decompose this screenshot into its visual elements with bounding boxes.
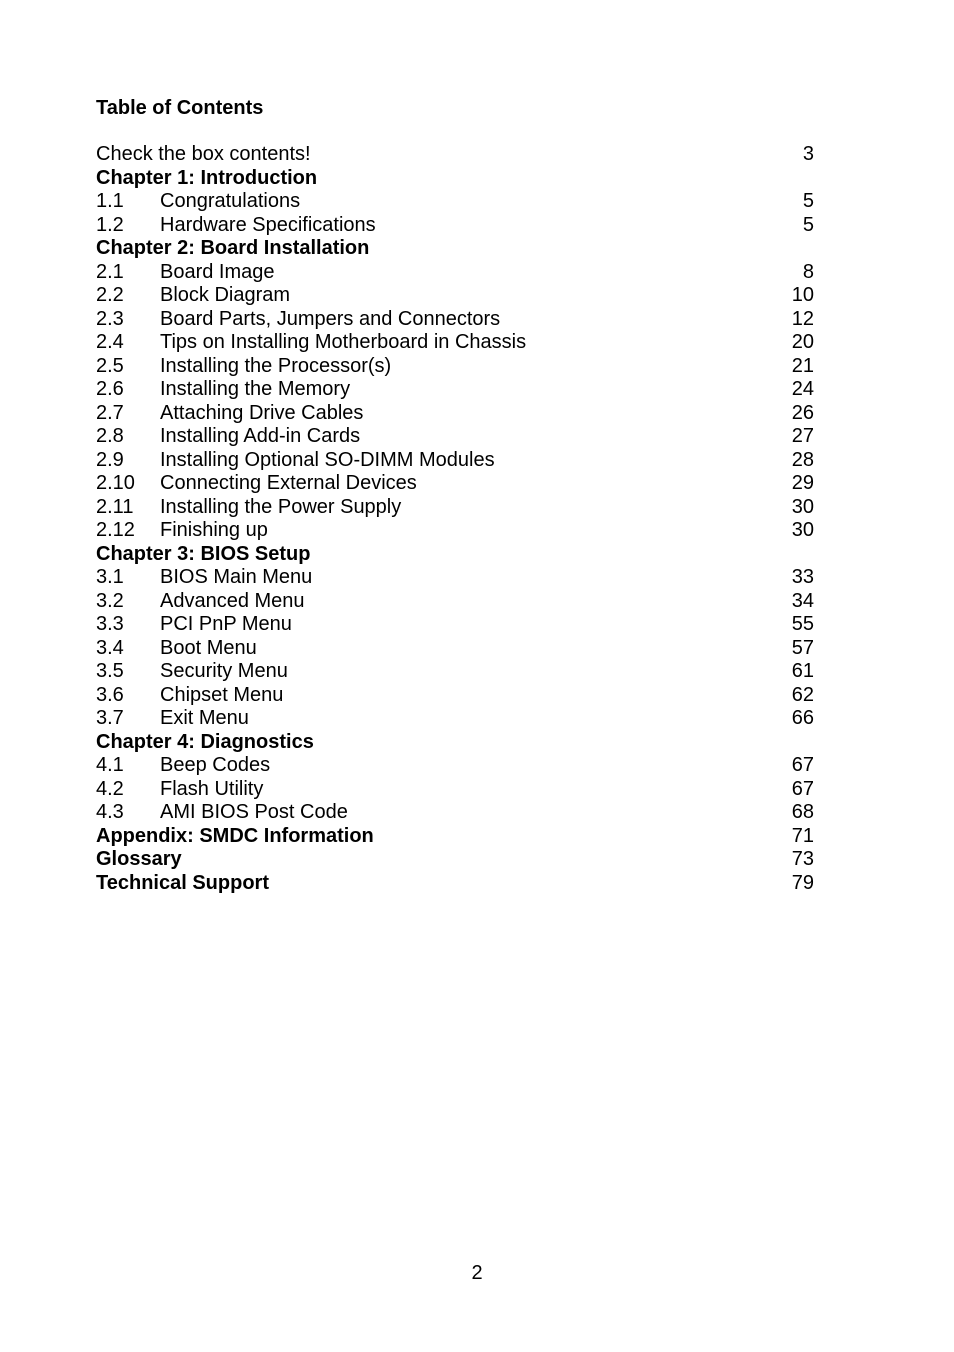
toc-list <box>96 143 814 895</box>
toc-entry <box>96 519 814 543</box>
toc-entry <box>96 613 814 637</box>
toc-title: Table of Contents <box>96 97 264 119</box>
toc-entry-label: Technical Support <box>96 871 269 894</box>
toc-entry-label: Finishing up <box>160 519 268 541</box>
toc-entry-label: AMI BIOS Post Code <box>160 801 348 823</box>
toc-entry-page: 34 <box>791 589 814 612</box>
toc-entry-label: Block Diagram <box>160 284 291 306</box>
toc-entry-page: 12 <box>791 307 814 330</box>
toc-entry <box>96 754 814 778</box>
toc-entry-label: Boot Menu <box>160 636 257 659</box>
toc-entry-page: 8 <box>802 260 814 283</box>
toc-entry-page: 67 <box>791 777 814 800</box>
toc-entry <box>96 684 814 708</box>
toc-entry-label: Chapter 2: Board Installation <box>96 237 370 259</box>
toc-entry-page: 67 <box>791 754 814 776</box>
toc-entry <box>96 261 814 285</box>
toc-entry-label: Exit Menu <box>160 707 249 729</box>
toc-entry <box>96 425 814 449</box>
toc-entry-page: 10 <box>791 284 814 306</box>
toc-entry-page: 20 <box>791 331 814 353</box>
toc-entry <box>96 190 814 214</box>
toc-entry-number: 2.8 <box>96 425 124 447</box>
toc-entry-label: Chipset Menu <box>160 683 284 706</box>
toc-entry-label: Advanced Menu <box>160 589 305 612</box>
toc-entry-page: 28 <box>791 448 814 471</box>
toc-entry <box>96 402 814 426</box>
toc-entry-label: Appendix: SMDC Information <box>96 824 374 847</box>
toc-entry-page: 24 <box>791 378 814 400</box>
toc-entry-number: 3.2 <box>96 589 124 612</box>
toc-entry-page: 21 <box>791 354 814 377</box>
toc-entry-label: Installing Optional SO-DIMM Modules <box>160 448 495 471</box>
toc-entry-page: 29 <box>791 472 814 494</box>
toc-entry-page: 71 <box>791 824 814 847</box>
toc-chapter-heading <box>96 167 814 191</box>
toc-entry-page: 5 <box>802 213 814 236</box>
toc-entry-number: 2.9 <box>96 448 124 471</box>
toc-entry <box>96 778 814 802</box>
toc-chapter-heading <box>96 543 814 567</box>
toc-entry-label: Board Parts, Jumpers and Connectors <box>160 307 501 330</box>
toc-entry-page: 68 <box>791 801 814 823</box>
toc-entry <box>96 331 814 355</box>
toc-entry-number: 3.5 <box>96 660 124 682</box>
toc-entry-label: Glossary <box>96 848 182 870</box>
toc-entry-page: 73 <box>791 848 814 870</box>
toc-entry-number: 3.3 <box>96 613 124 635</box>
toc-entry-number: 2.7 <box>96 401 124 424</box>
toc-entry-label: Tips on Installing Motherboard in Chassis <box>160 331 527 353</box>
toc-entry <box>96 378 814 402</box>
toc-chapter-heading <box>96 872 814 896</box>
toc-entry-number: 3.6 <box>96 683 124 706</box>
toc-entry <box>96 566 814 590</box>
toc-entry-number: 2.6 <box>96 378 124 400</box>
toc-entry-label: PCI PnP Menu <box>160 613 292 635</box>
toc-entry-label: Chapter 4: Diagnostics <box>96 730 314 753</box>
toc-entry <box>96 496 814 520</box>
toc-entry-label: Installing Add-in Cards <box>160 425 361 447</box>
toc-entry-label: Connecting External Devices <box>160 472 417 494</box>
toc-entry-label: BIOS Main Menu <box>160 566 313 588</box>
toc-entry-number: 3.1 <box>96 566 124 588</box>
toc-entry-page: 55 <box>791 613 814 635</box>
toc-entry-label: Installing the Processor(s) <box>160 354 392 377</box>
toc-entry-label: Board Image <box>160 260 275 283</box>
toc-entry-label: Check the box contents! <box>96 143 311 165</box>
toc-entry-label: Attaching Drive Cables <box>160 401 364 424</box>
toc-chapter-heading <box>96 848 814 872</box>
toc-entry-label: Security Menu <box>160 660 288 682</box>
toc-entry-number: 2.11 <box>96 495 134 518</box>
toc-entry-number: 2.4 <box>96 331 124 353</box>
toc-entry-label: Installing the Memory <box>160 378 351 400</box>
toc-entry-page: 33 <box>791 566 814 588</box>
toc-entry-label: Chapter 3: BIOS Setup <box>96 542 311 565</box>
toc-entry-page: 5 <box>802 190 814 212</box>
toc-entry <box>96 308 814 332</box>
toc-entry-page: 27 <box>791 425 814 447</box>
toc-entry-number: 3.4 <box>96 636 124 659</box>
toc-entry-label: Beep Codes <box>160 754 271 776</box>
toc-entry-page: 30 <box>791 519 814 541</box>
toc-chapter-heading <box>96 825 814 849</box>
page-number: 2 <box>471 1262 483 1284</box>
toc-entry-number: 2.10 <box>96 472 135 494</box>
toc-entry-page: 61 <box>791 660 814 682</box>
toc-entry-label: Flash Utility <box>160 777 264 800</box>
toc-entry-label: Chapter 1: Introduction <box>96 166 318 189</box>
toc-entry <box>96 472 814 496</box>
toc-entry-number: 4.3 <box>96 801 124 823</box>
toc-chapter-heading <box>96 731 814 755</box>
toc-entry <box>96 637 814 661</box>
toc-entry-number: 3.7 <box>96 707 124 729</box>
toc-entry-label: Congratulations <box>160 190 301 212</box>
toc-entry-page: 62 <box>791 683 814 706</box>
toc-entry-page: 57 <box>791 636 814 659</box>
toc-entry-number: 4.1 <box>96 754 124 776</box>
toc-chapter-heading <box>96 237 814 261</box>
toc-entry <box>96 660 814 684</box>
toc-entry-page: 79 <box>791 871 814 894</box>
toc-entry <box>96 284 814 308</box>
toc-entry-number: 2.3 <box>96 307 124 330</box>
toc-entry-number: 2.1 <box>96 260 124 283</box>
toc-entry-number: 2.12 <box>96 519 135 541</box>
toc-entry-page: 30 <box>791 495 814 518</box>
toc-entry <box>96 590 814 614</box>
toc-entry-number: 1.1 <box>96 190 124 212</box>
toc-entry-label: Installing the Power Supply <box>160 495 402 518</box>
toc-entry-number: 2.2 <box>96 284 124 306</box>
toc-entry <box>96 214 814 238</box>
toc-entry-page: 3 <box>802 143 814 165</box>
toc-entry <box>96 707 814 731</box>
toc-entry-page: 26 <box>791 401 814 424</box>
toc-entry-number: 4.2 <box>96 777 124 800</box>
toc-entry <box>96 143 814 167</box>
toc-entry-page: 66 <box>791 707 814 729</box>
toc-entry-number: 2.5 <box>96 354 124 377</box>
toc-entry-label: Hardware Specifications <box>160 213 376 236</box>
toc-entry <box>96 355 814 379</box>
toc-entry <box>96 449 814 473</box>
toc-entry <box>96 801 814 825</box>
toc-entry-number: 1.2 <box>96 213 124 236</box>
